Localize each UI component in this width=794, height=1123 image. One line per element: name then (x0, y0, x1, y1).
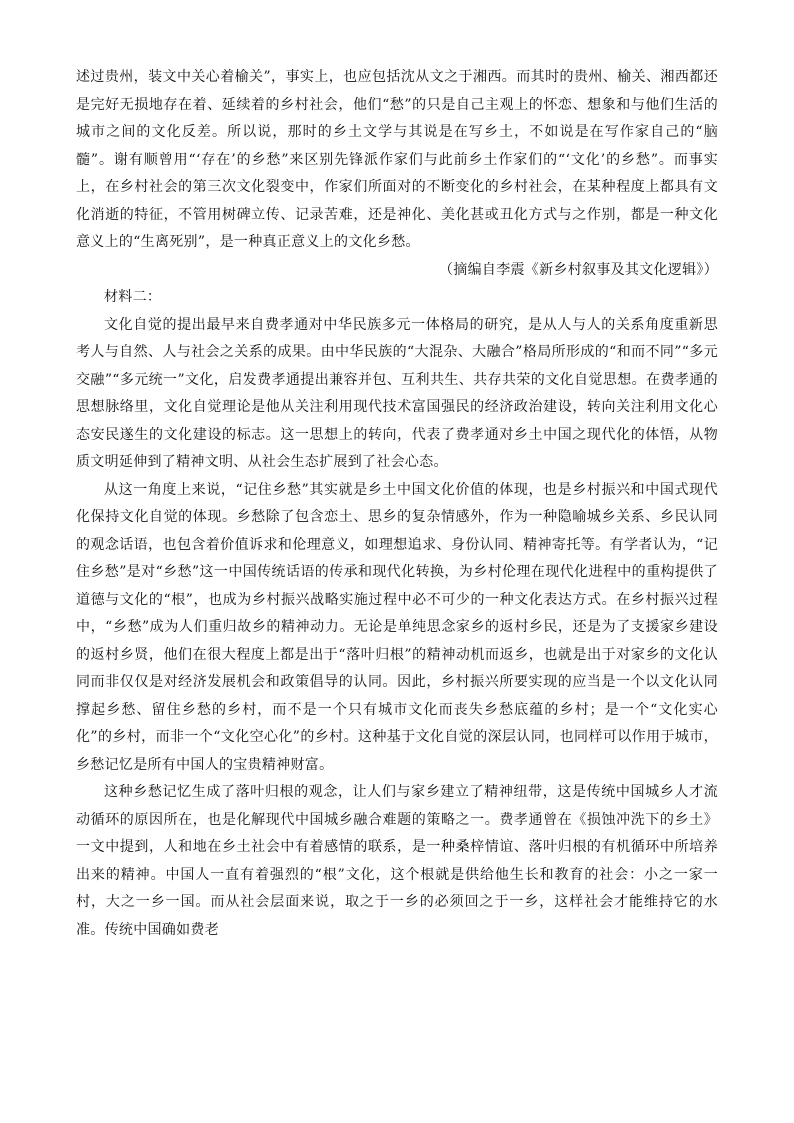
continued-paragraph: 述过贵州，装文中关心着榆关”，事实上，也应包括沈从文之于湘西。而其时的贵州、榆关、湘西都还是完好无损地存在着、延续着的乡村社会，他们“愁”的只是自己主观上的怀恋、想象和与他们生活的城市之间的文化反差。所以说，那时的乡土文学与其说是在写乡土，不如说是在写作家自己的“脑髓”。谢有顺曾用“‘存在’的乡愁”来区别先锋派作家们与此前乡土作家们的“‘文化’的乡愁”。而事实上，在乡村社会的第三次文化裂变中，作家们所面对的不断变化的乡村社会，在某种程度上都具有文化消逝的特征，不管用树碑立传、记录苦难，还是神化、美化甚或丑化方式与之作别，都是一种文化意义上的“生离死别”，是一种真正意义上的文化乡愁。 (76, 69, 718, 250)
material-label: 材料二： (104, 289, 162, 305)
document-page (76, 64, 718, 944)
paragraph-2: 从这一角度上来说，“记住乡愁”其实就是乡土中国文化价值的体现，也是乡村振兴和中国式现代化保持文化自觉的体现。乡愁除了包含恋土、思乡的复杂情感外，作为一种隐喻城乡关系、乡民认同的观念话语，也包含着价值诉求和伦理意义，如理想追求、身份认同、精神寄托等。有学者认为，“记住乡愁”是对“乡愁”这一中国传统话语的传承和现代化转换，为乡村伦理在现代化进程中的重构提供了道德与文化的“根”，也成为乡村振兴战略实施过程中必不可少的一种文化表达方式。在乡村振兴过程中，“乡愁”成为人们重归故乡的精神动力。无论是单纯思念家乡的返村乡民，还是为了支援家乡建设的返村乡贤，他们在很大程度上都是出于“落叶归根”的精神动机而返乡，也就是出于对家乡的文化认同而非仅仅是对经济发展机会和政策倡导的认同。因此，乡村振兴所要实现的应当是一个以文化认同撑起乡愁、留住乡愁的乡村，而不是一个只有城市文化而丧失乡愁底蕴的乡村；是一个“文化实心化”的乡村，而非一个“文化空心化”的乡村。这种基于文化自觉的深层认同，也同样可以作用于城市，乡愁记忆是所有中国人的宝贵精神财富。 (76, 481, 718, 773)
source-citation: （摘编自李震《新乡村叙事及其文化逻辑》） (439, 261, 718, 278)
paragraph-3: 这种乡愁记忆生成了落叶归根的观念，让人们与家乡建立了精神纽带，这是传统中国城乡人才流动循环的原因所在，也是化解现代中国城乡融合难题的策略之一。费孝通曾在《损蚀冲洗下的乡土》一文中提到，人和地在乡土社会中有着感情的联系，是一种桑梓情谊、落叶归根的有机循环中所培养出来的精神。中国人一直有着强烈的“根”文化，这个根就是供给他生长和教育的社会：小之一家一村，大之一乡一国。而从社会层面来说，取之于一乡的必须回之于一乡，这样社会才能维持它的水准。传统中国确如费老 (76, 784, 718, 938)
paragraph-1: 文化自觉的提出最早来自费孝通对中华民族多元一体格局的研究，是从人与人的关系角度重新思考人与自然、人与社会之关系的成果。由中华民族的“大混杂、大融合”格局所形成的“和而不同”“多元交融”“多元统一”文化，启发费孝通提出兼容并包、互利共生、共存共荣的文化自觉思想。在费孝通的思想脉络里，文化自觉理论是他从关注利用现代技术富国强民的经济政治建设，转向关注利用文化心态安民遂生的文化建设的标志。这一思想上的转向，代表了费孝通对乡土中国之现代化的体悟，从物质文明延伸到了精神文明、从社会生态扩展到了社会心态。 (76, 316, 718, 470)
